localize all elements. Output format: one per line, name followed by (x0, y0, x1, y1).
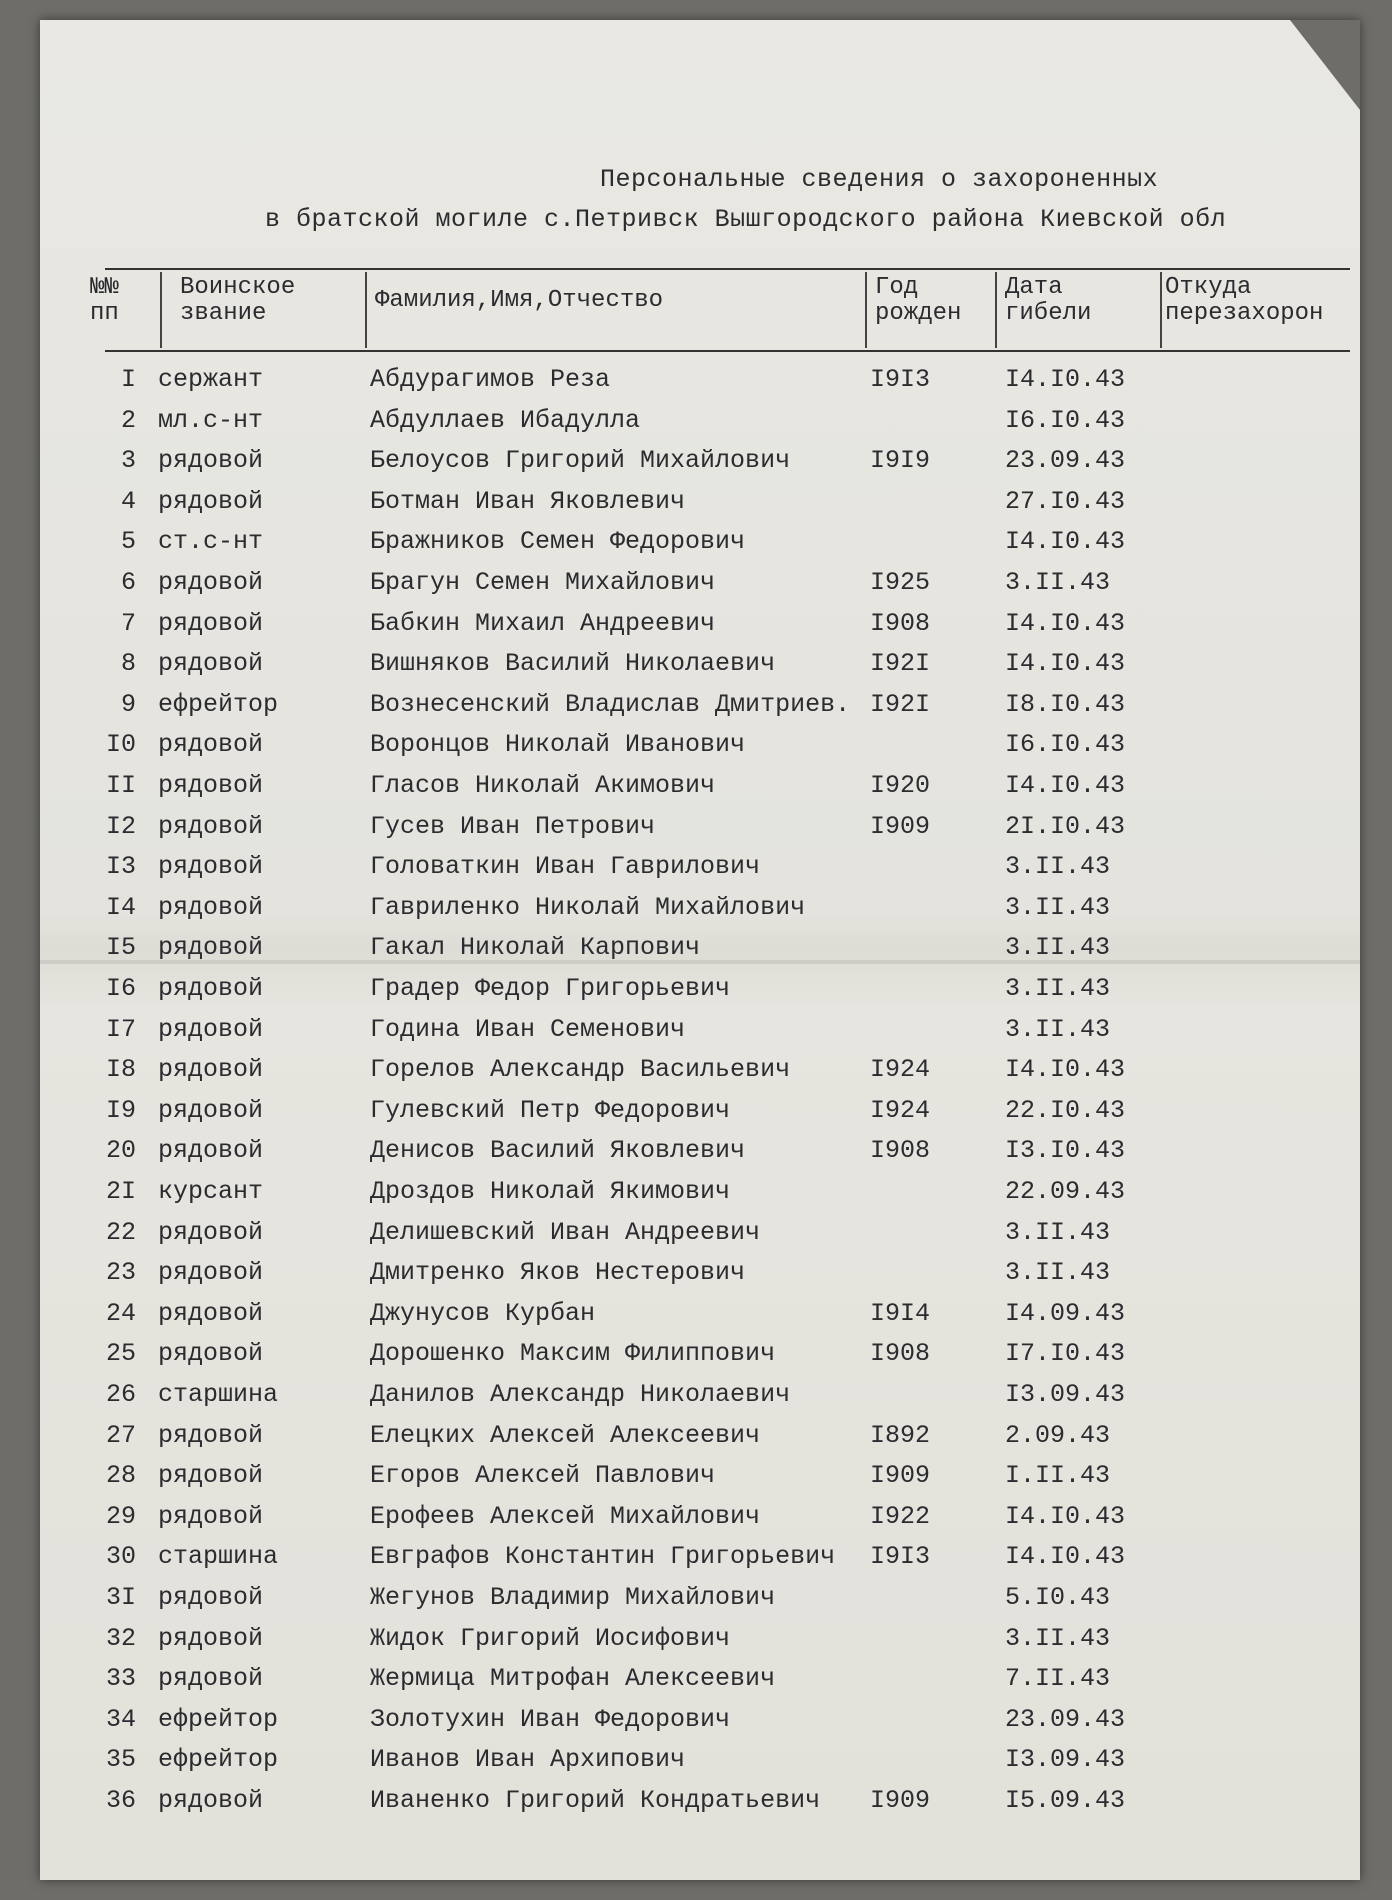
row-death-date: I4.I0.43 (1005, 1542, 1126, 1572)
table-row (40, 771, 1360, 811)
row-number: I0 (105, 730, 136, 760)
table-row (40, 852, 1360, 892)
row-rank: рядовой (158, 1339, 264, 1369)
row-number: 32 (105, 1623, 136, 1653)
row-rank: рядовой (158, 1461, 264, 1491)
row-death-date: 27.I0.43 (1005, 486, 1126, 516)
row-death-date: I3.09.43 (1005, 1745, 1126, 1775)
row-rank: рядовой (158, 649, 264, 679)
row-number: 5 (120, 527, 136, 557)
table-row (40, 1705, 1360, 1745)
row-birth-year: I92I (870, 649, 931, 679)
row-rank: рядовой (158, 1664, 264, 1694)
table-row (40, 1055, 1360, 1095)
row-number: 29 (105, 1501, 136, 1531)
row-name: Жермица Митрофан Алексеевич (370, 1664, 776, 1694)
table-row (40, 1624, 1360, 1664)
row-death-date: 23.09.43 (1005, 446, 1126, 476)
row-name: Бабкин Михаил Андреевич (370, 608, 716, 638)
table-row (40, 1299, 1360, 1339)
table-row (40, 974, 1360, 1014)
table-row (40, 893, 1360, 933)
row-rank: рядовой (158, 1420, 264, 1450)
table-row (40, 1583, 1360, 1623)
row-death-date: 23.09.43 (1005, 1704, 1126, 1734)
table-row (40, 568, 1360, 608)
row-name: Абдуллаев Ибадулла (370, 405, 641, 435)
row-death-date: I6.I0.43 (1005, 730, 1126, 760)
row-rank: курсант (158, 1177, 264, 1206)
header-name: Фамилия,Имя,Отчество (375, 287, 664, 314)
column-separator (995, 272, 997, 348)
row-number: I9 (105, 1095, 136, 1125)
row-name: Дроздов Николай Якимович (370, 1177, 731, 1206)
column-separator (365, 272, 367, 348)
table-top-rule (105, 268, 1350, 270)
table-row (40, 487, 1360, 527)
row-rank: рядовой (158, 852, 264, 882)
row-death-date: 7.II.43 (1005, 1664, 1111, 1694)
row-number: 35 (105, 1745, 136, 1775)
row-death-date: 3.II.43 (1005, 892, 1111, 922)
row-name: Золотухин Иван Федорович (370, 1704, 731, 1734)
row-number: 27 (105, 1420, 136, 1450)
table-row (40, 649, 1360, 689)
document-title-line2: в братской могиле с.Петривск Вышгородского района Киевской обл (265, 205, 1227, 234)
row-number: I (120, 365, 136, 394)
table-row (40, 1177, 1360, 1217)
row-name: Гулевский Петр Федорович (370, 1095, 731, 1125)
row-name: Вознесенский Владислав Дмитриев. (370, 689, 851, 719)
table-row (40, 406, 1360, 446)
row-name: Гавриленко Николай Михайлович (370, 892, 806, 922)
table-header-rule (105, 350, 1350, 352)
row-death-date: 5.I0.43 (1005, 1583, 1111, 1612)
row-number: 20 (105, 1136, 136, 1166)
row-name: Воронцов Николай Иванович (370, 730, 746, 760)
row-death-date: 2I.I0.43 (1005, 811, 1126, 841)
row-name: Горелов Александр Васильевич (370, 1055, 791, 1085)
document-sheet (40, 20, 1360, 1880)
row-name: Гласов Николай Акимович (370, 771, 716, 800)
row-number: 22 (105, 1217, 136, 1247)
row-death-date: I4.I0.43 (1005, 608, 1126, 638)
table-row (40, 1380, 1360, 1420)
row-name: Ботман Иван Яковлевич (370, 486, 686, 516)
row-name: Ерофеев Алексей Михайлович (370, 1501, 761, 1531)
row-number: 28 (105, 1461, 136, 1491)
row-rank: рядовой (158, 1298, 264, 1328)
row-rank: рядовой (158, 1136, 264, 1166)
row-number: 2I (105, 1177, 136, 1206)
row-death-date: 3.II.43 (1005, 1217, 1111, 1247)
row-rank: рядовой (158, 568, 264, 597)
row-death-date: I4.I0.43 (1005, 527, 1126, 557)
row-rank: старшина (158, 1542, 279, 1572)
row-death-date: I8.I0.43 (1005, 689, 1126, 719)
row-rank: рядовой (158, 771, 264, 800)
table-row (40, 812, 1360, 852)
row-name: Евграфов Константин Григорьевич (370, 1542, 836, 1572)
table-row (40, 1664, 1360, 1704)
row-name: Градер Федор Григорьевич (370, 974, 731, 1003)
row-name: Денисов Василий Яковлевич (370, 1136, 746, 1166)
row-rank: рядовой (158, 1786, 264, 1815)
row-name: Делишевский Иван Андреевич (370, 1217, 761, 1247)
header-rank: Воинское звание (180, 274, 296, 327)
row-rank: рядовой (158, 1623, 264, 1653)
row-rank: рядовой (158, 1258, 264, 1288)
row-death-date: I4.I0.43 (1005, 1501, 1126, 1531)
row-name: Абдурагимов Реза (370, 365, 611, 394)
row-rank: ефрейтор (158, 689, 279, 719)
column-separator (1160, 272, 1162, 348)
row-death-date: 3.II.43 (1005, 933, 1111, 963)
row-number: 24 (105, 1298, 136, 1328)
row-name: Гакал Николай Карпович (370, 933, 701, 963)
document-title-line1: Персональные сведения о захороненных (600, 165, 1159, 194)
row-death-date: 3.II.43 (1005, 974, 1111, 1003)
row-name: Дорошенко Максим Филиппович (370, 1339, 776, 1369)
row-birth-year: I925 (870, 568, 931, 597)
row-death-date: I4.09.43 (1005, 1298, 1126, 1328)
row-birth-year: I9I3 (870, 365, 931, 394)
row-death-date: I6.I0.43 (1005, 405, 1126, 435)
row-name: Иванов Иван Архипович (370, 1745, 686, 1775)
row-rank: ефрейтор (158, 1704, 279, 1734)
table-row (40, 730, 1360, 770)
row-number: 30 (105, 1542, 136, 1572)
row-death-date: 22.I0.43 (1005, 1095, 1126, 1125)
row-name: Година Иван Семенович (370, 1014, 686, 1044)
row-birth-year: I909 (870, 1461, 931, 1491)
row-number: 4 (120, 486, 136, 516)
row-number: 3 (120, 446, 136, 476)
row-rank: мл.с-нт (158, 405, 264, 435)
row-rank: ефрейтор (158, 1745, 279, 1775)
row-rank: старшина (158, 1380, 279, 1409)
row-birth-year: I892 (870, 1420, 931, 1450)
row-name: Дмитренко Яков Нестерович (370, 1258, 746, 1288)
row-number: I4 (105, 892, 136, 922)
row-name: Брагун Семен Михайлович (370, 568, 716, 597)
table-row (40, 1421, 1360, 1461)
table-row (40, 1015, 1360, 1055)
row-rank: рядовой (158, 1501, 264, 1531)
row-number: 9 (120, 689, 136, 719)
table-row (40, 1218, 1360, 1258)
table-row (40, 1461, 1360, 1501)
header-year: Год рожден (875, 274, 962, 327)
row-death-date: I3.I0.43 (1005, 1136, 1126, 1166)
row-death-date: 22.09.43 (1005, 1177, 1126, 1206)
row-birth-year: I922 (870, 1501, 931, 1531)
row-name: Егоров Алексей Павлович (370, 1461, 716, 1491)
row-number: 7 (120, 608, 136, 638)
header-date: Дата гибели (1005, 274, 1092, 327)
table-row (40, 527, 1360, 567)
row-birth-year: I92I (870, 689, 931, 719)
row-number: 36 (105, 1786, 136, 1815)
row-number: 33 (105, 1664, 136, 1694)
row-number: 8 (120, 649, 136, 679)
table-row (40, 1258, 1360, 1298)
row-birth-year: I9I4 (870, 1298, 931, 1328)
row-number: I3 (105, 852, 136, 882)
row-name: Жидок Григорий Иосифович (370, 1623, 731, 1653)
row-death-date: I4.I0.43 (1005, 649, 1126, 679)
row-rank: рядовой (158, 933, 264, 963)
table-row (40, 365, 1360, 405)
row-number: I7 (105, 1014, 136, 1044)
table-row (40, 1096, 1360, 1136)
row-name: Гусев Иван Петрович (370, 811, 656, 841)
row-rank: сержант (158, 365, 264, 394)
table-row (40, 1502, 1360, 1542)
row-name: Елецких Алексей Алексеевич (370, 1420, 761, 1450)
row-number: 2 (120, 405, 136, 435)
row-rank: рядовой (158, 1583, 264, 1612)
table-row (40, 609, 1360, 649)
row-rank: рядовой (158, 446, 264, 476)
row-name: Джунусов Курбан (370, 1298, 596, 1328)
row-death-date: 3.II.43 (1005, 1014, 1111, 1044)
row-number: I2 (105, 811, 136, 841)
row-rank: рядовой (158, 811, 264, 841)
row-death-date: I7.I0.43 (1005, 1339, 1126, 1369)
row-death-date: I3.09.43 (1005, 1380, 1126, 1409)
row-number: 26 (105, 1380, 136, 1409)
row-rank: ст.с-нт (158, 527, 264, 557)
table-row (40, 1339, 1360, 1379)
row-birth-year: I924 (870, 1055, 931, 1085)
row-number: 6 (120, 568, 136, 597)
row-birth-year: I924 (870, 1095, 931, 1125)
row-birth-year: I9I3 (870, 1542, 931, 1572)
table-row (40, 446, 1360, 486)
row-rank: рядовой (158, 1055, 264, 1085)
row-death-date: I4.I0.43 (1005, 771, 1126, 800)
row-rank: рядовой (158, 608, 264, 638)
row-number: 25 (105, 1339, 136, 1369)
row-rank: рядовой (158, 1217, 264, 1247)
row-death-date: 3.II.43 (1005, 852, 1111, 882)
row-name: Вишняков Василий Николаевич (370, 649, 776, 679)
row-number: 3I (105, 1583, 136, 1612)
row-rank: рядовой (158, 974, 264, 1003)
row-number: 34 (105, 1704, 136, 1734)
table-row (40, 1786, 1360, 1826)
row-name: Иваненко Григорий Кондратьевич (370, 1786, 821, 1815)
row-rank: рядовой (158, 1095, 264, 1125)
table-row (40, 1542, 1360, 1582)
row-death-date: I.II.43 (1005, 1461, 1111, 1491)
row-birth-year: I908 (870, 608, 931, 638)
row-name: Жегунов Владимир Михайлович (370, 1583, 776, 1612)
row-number: I6 (105, 974, 136, 1003)
table-row (40, 690, 1360, 730)
table-row (40, 1136, 1360, 1176)
row-number: II (105, 771, 136, 800)
row-birth-year: I9I9 (870, 446, 931, 476)
row-death-date: 3.II.43 (1005, 1258, 1111, 1288)
row-death-date: 3.II.43 (1005, 1623, 1111, 1653)
row-number: I5 (105, 933, 136, 963)
header-num: №№ пп (90, 274, 119, 327)
row-name: Данилов Александр Николаевич (370, 1380, 791, 1409)
row-rank: рядовой (158, 1014, 264, 1044)
row-number: 23 (105, 1258, 136, 1288)
column-separator (865, 272, 867, 348)
row-death-date: 2.09.43 (1005, 1420, 1111, 1450)
row-death-date: I5.09.43 (1005, 1786, 1126, 1815)
table-row (40, 933, 1360, 973)
header-from: Откуда перезахорон (1165, 274, 1324, 327)
row-name: Белоусов Григорий Михайлович (370, 446, 791, 476)
row-birth-year: I909 (870, 1786, 931, 1815)
row-death-date: 3.II.43 (1005, 568, 1111, 597)
row-birth-year: I920 (870, 771, 931, 800)
row-birth-year: I908 (870, 1136, 931, 1166)
row-birth-year: I908 (870, 1339, 931, 1369)
column-separator (160, 272, 162, 348)
row-number: I8 (105, 1055, 136, 1085)
row-death-date: I4.I0.43 (1005, 1055, 1126, 1085)
folded-corner (1290, 20, 1360, 110)
row-name: Бражников Семен Федорович (370, 527, 746, 557)
table-row (40, 1745, 1360, 1785)
row-birth-year: I909 (870, 811, 931, 841)
row-death-date: I4.I0.43 (1005, 365, 1126, 394)
row-rank: рядовой (158, 730, 264, 760)
row-rank: рядовой (158, 486, 264, 516)
row-name: Головаткин Иван Гаврилович (370, 852, 761, 882)
row-rank: рядовой (158, 892, 264, 922)
